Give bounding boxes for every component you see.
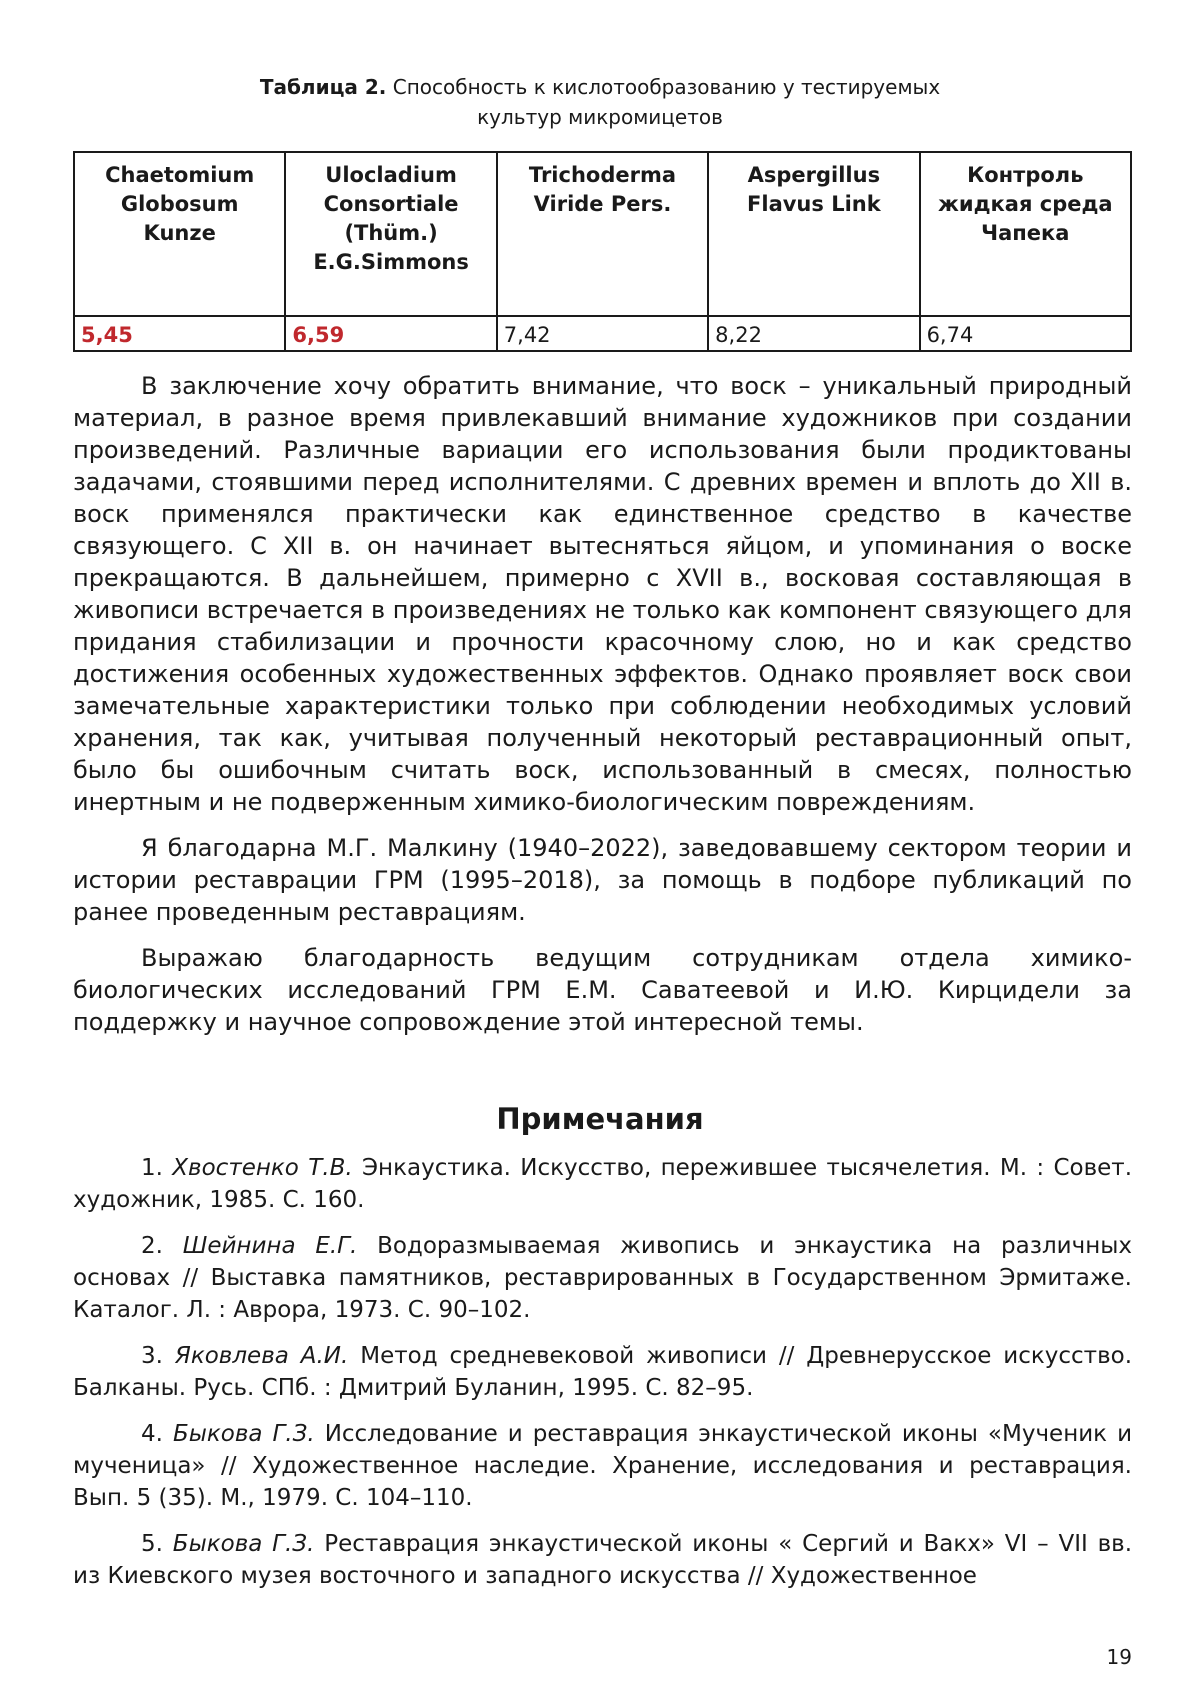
header-ulocladium: Ulocladium Consortiale (Thüm.) E.G.Simmons	[285, 152, 496, 316]
notes-heading: Примечания	[496, 1102, 704, 1136]
note-item: 3. Яковлева А.И. Метод средневековой живописи // Древнерусское искусство. Балканы. Русь. СПб. : Дмитрий Буланин, 1995. С. 82–95.	[73, 1343, 1133, 1401]
value-control: 6,74	[920, 316, 1131, 351]
table-row	[74, 316, 1131, 351]
header-chaetomium: Chaetomium Globosum Kunze	[74, 152, 285, 316]
note-item: 1. Хвостенко Т.В. Энкаустика. Искусство, пережившее тысячелетия. М. : Совет. художник, 1985. С. 160.	[73, 1155, 1133, 1213]
header-control: Контроль жидкая среда Чапека	[920, 152, 1131, 316]
value-trichoderma: 7,42	[497, 316, 708, 351]
body-text	[73, 370, 1132, 1052]
header-trichoderma: Trichoderma Viride Pers.	[497, 152, 708, 316]
header-aspergillus: Aspergillus Flavus Link	[708, 152, 919, 316]
note-item: 2. Шейнина Е.Г. Водоразмываемая живопись и энкаустика на различных основах // Выставка памятников, реставрированных в Государственном Эрмитаже. Каталог. Л. : Аврора, 1973. С. 90–102.	[73, 1233, 1133, 1323]
paragraph-thanks-malkin: Я благодарна М.Г. Малкину (1940–2022), заведовавшему сектором теории и истории реставрации ГРМ (1995–2018), за помощь в подборе публикаций по ранее проведенным реставрациям.	[73, 834, 1132, 926]
value-aspergillus: 8,22	[708, 316, 919, 351]
table-header-row	[74, 152, 1131, 316]
note-item: 4. Быкова Г.З. Исследование и реставрация энкаустической иконы «Мученик и мученица» // Художественное наследие. Хранение, исследования и реставрация. Вып. 5 (35). М., 1979. С. 104–110.	[73, 1421, 1133, 1511]
paragraph-thanks-staff: Выражаю благодарность ведущим сотрудникам отдела химико-биологических исследований ГРМ Е.М. Саватеевой и И.Ю. Кирцидели за поддержку и научное сопровождение этой интересной темы.	[73, 944, 1132, 1036]
page-number: 19	[1106, 1645, 1132, 1669]
table-caption-line1: Способность к кислотообразованию у тестируемых	[392, 75, 941, 99]
paragraph-conclusion: В заключение хочу обратить внимание, что воск – уникальный природный материал, в разное время привлекавший внимание художников при создании произведений. Различные вариации его использования были продиктованы задачами, стоявшими перед исполнителями. С древних времен и вплоть до XII в. воск применялся практически как единственное средство в качестве связующего. С XII в. он начинает вытесняться яйцом, и упоминания о воске прекращаются. В дальнейшем, примерно с XVII в., восковая составляющая в живописи встречается в произведениях не только как компонент связующего для придания стабилизации и прочности красочному слою, но и как средство достижения особенных художественных эффектов. Однако проявляет воск свои замечательные характеристики только при соблюдении необходимых условий хранения, так как, учитывая полученный некоторый реставрационный опыт, было бы ошибочным считать воск, использованный в смесях, полностью инертным и не подверженным химико-биологическим повреждениям.	[73, 372, 1132, 816]
table-caption	[0, 72, 1200, 132]
note-item: 5. Быкова Г.З. Реставрация энкаустической иконы « Сергий и Вакх» VI – VII вв. из Киевского музея восточного и западного искусства // Художественное	[73, 1531, 1133, 1589]
table-caption-line2: культур микромицетов	[477, 105, 723, 129]
table-caption-label: Таблица 2.	[259, 75, 387, 99]
notes-list	[73, 1152, 1132, 1606]
results-table	[73, 151, 1132, 352]
value-ulocladium: 6,59	[285, 316, 496, 351]
value-chaetomium: 5,45	[74, 316, 285, 351]
